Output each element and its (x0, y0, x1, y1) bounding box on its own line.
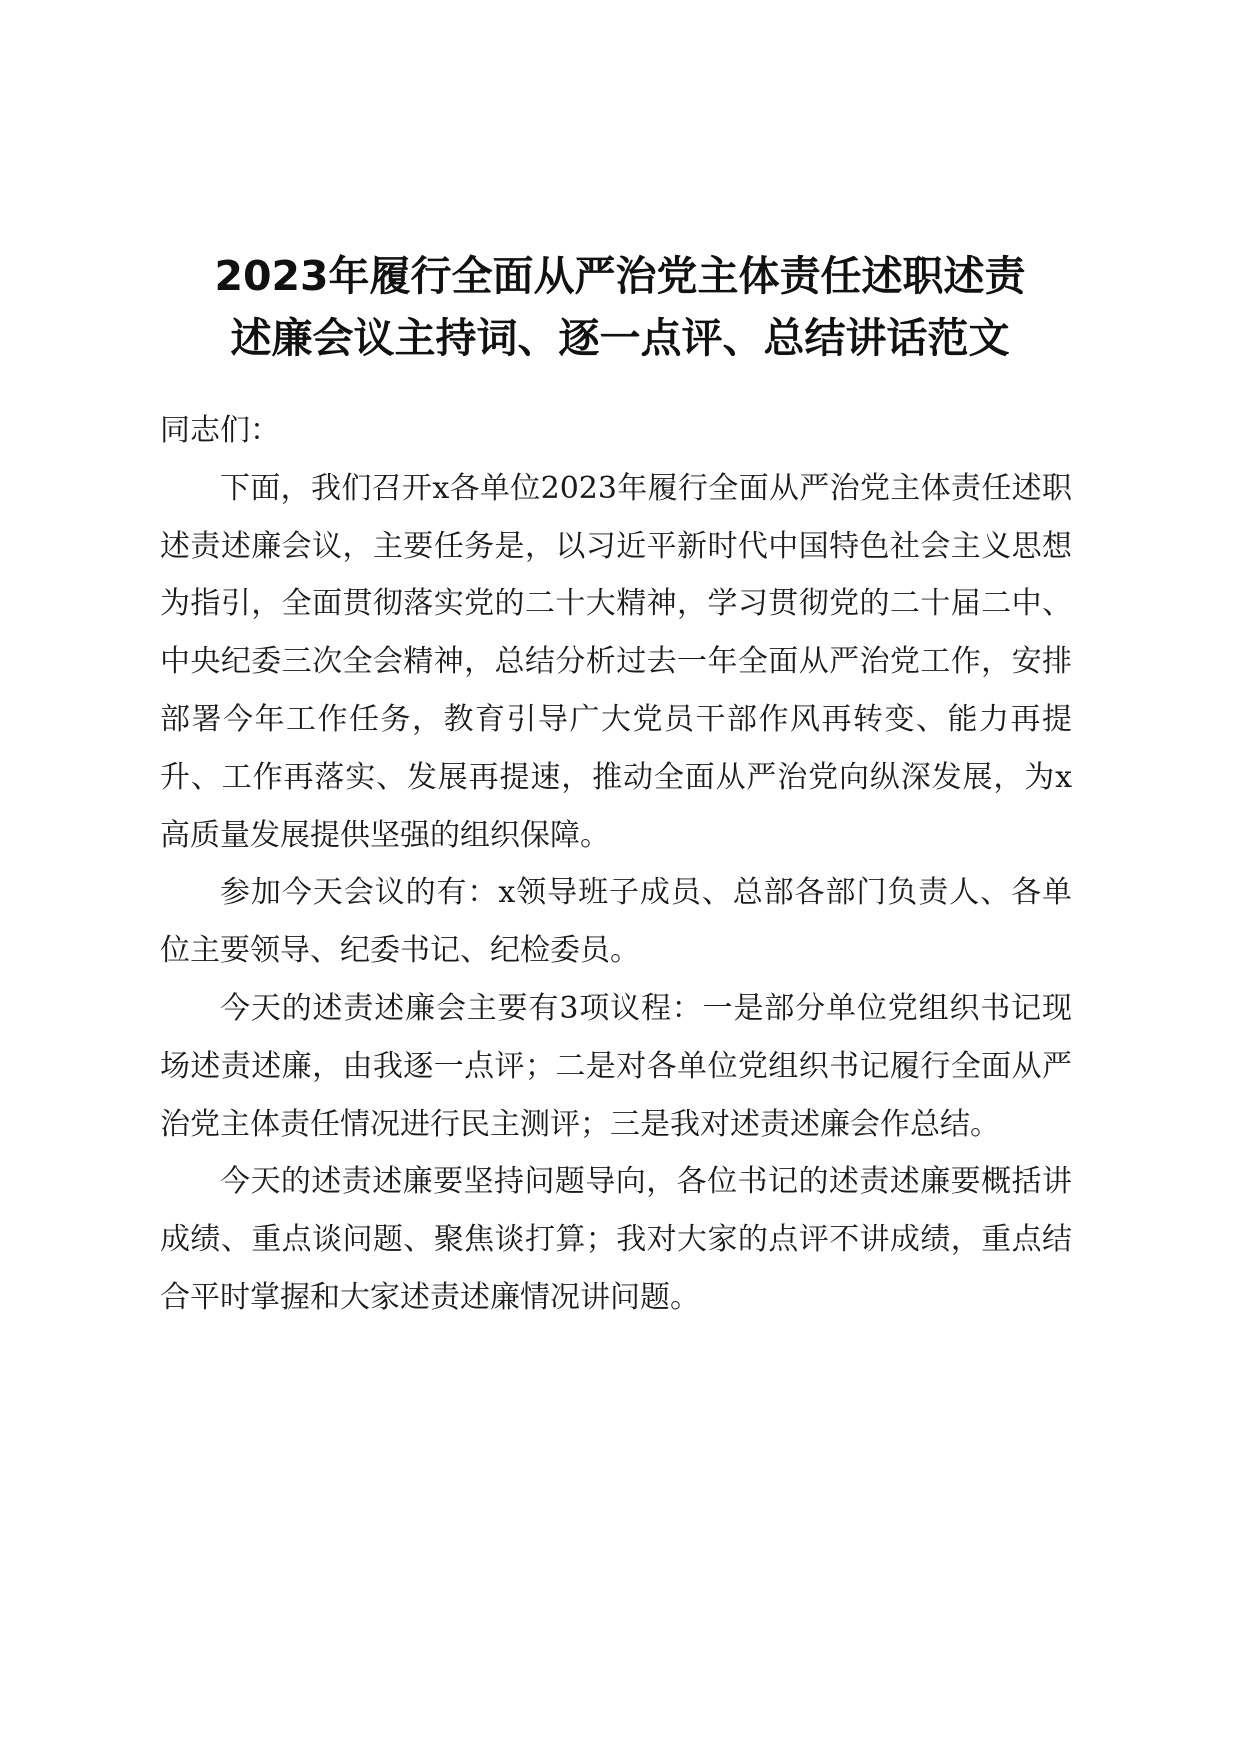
title-line-1: 2023年履行全面从严治党主体责任述职述责 (214, 252, 1026, 300)
document-title (160, 245, 1080, 369)
paragraph-attendees: 参加今天会议的有：x领导班子成员、总部各部门负责人、各单位主要领导、纪委书记、纪检委员。 (160, 875, 1072, 969)
title-line-2: 述廉会议主持词、逐一点评、总结讲话范文 (230, 314, 1010, 362)
paragraph-agenda: 今天的述责述廉会主要有3项议程：一是部分单位党组织书记现场述责述廉，由我逐一点评；二是对各单位党组织书记履行全面从严治党主体责任情况进行民主测评；三是我对述责述廉会作总结。 (160, 990, 1072, 1142)
document-body (160, 402, 1072, 1327)
paragraph-requirements: 今天的述责述廉要坚持问题导向，各位书记的述责述廉要概括讲成绩、重点谈问题、聚焦谈打算；我对大家的点评不讲成绩，重点结合平时掌握和大家述责述廉情况讲问题。 (160, 1164, 1072, 1315)
salutation: 同志们： (160, 413, 280, 448)
paragraph-opening: 下面，我们召开x各单位2023年履行全面从严治党主体责任述职述责述廉会议，主要任务是，以习近平新时代中国特色社会主义思想为指引，全面贯彻落实党的二十大精神，学习贯彻党的二十届二中、中央纪委三次全会精神，总结分析过去一年全面从严治党工作，安排部署今年工作任务，教育引导广大党员干部作风再转变、能力再提升、工作再落实、发展再提速，推动全面从严治党向纵深发展，为x高质量发展提供坚强的组织保障。 (160, 470, 1072, 853)
